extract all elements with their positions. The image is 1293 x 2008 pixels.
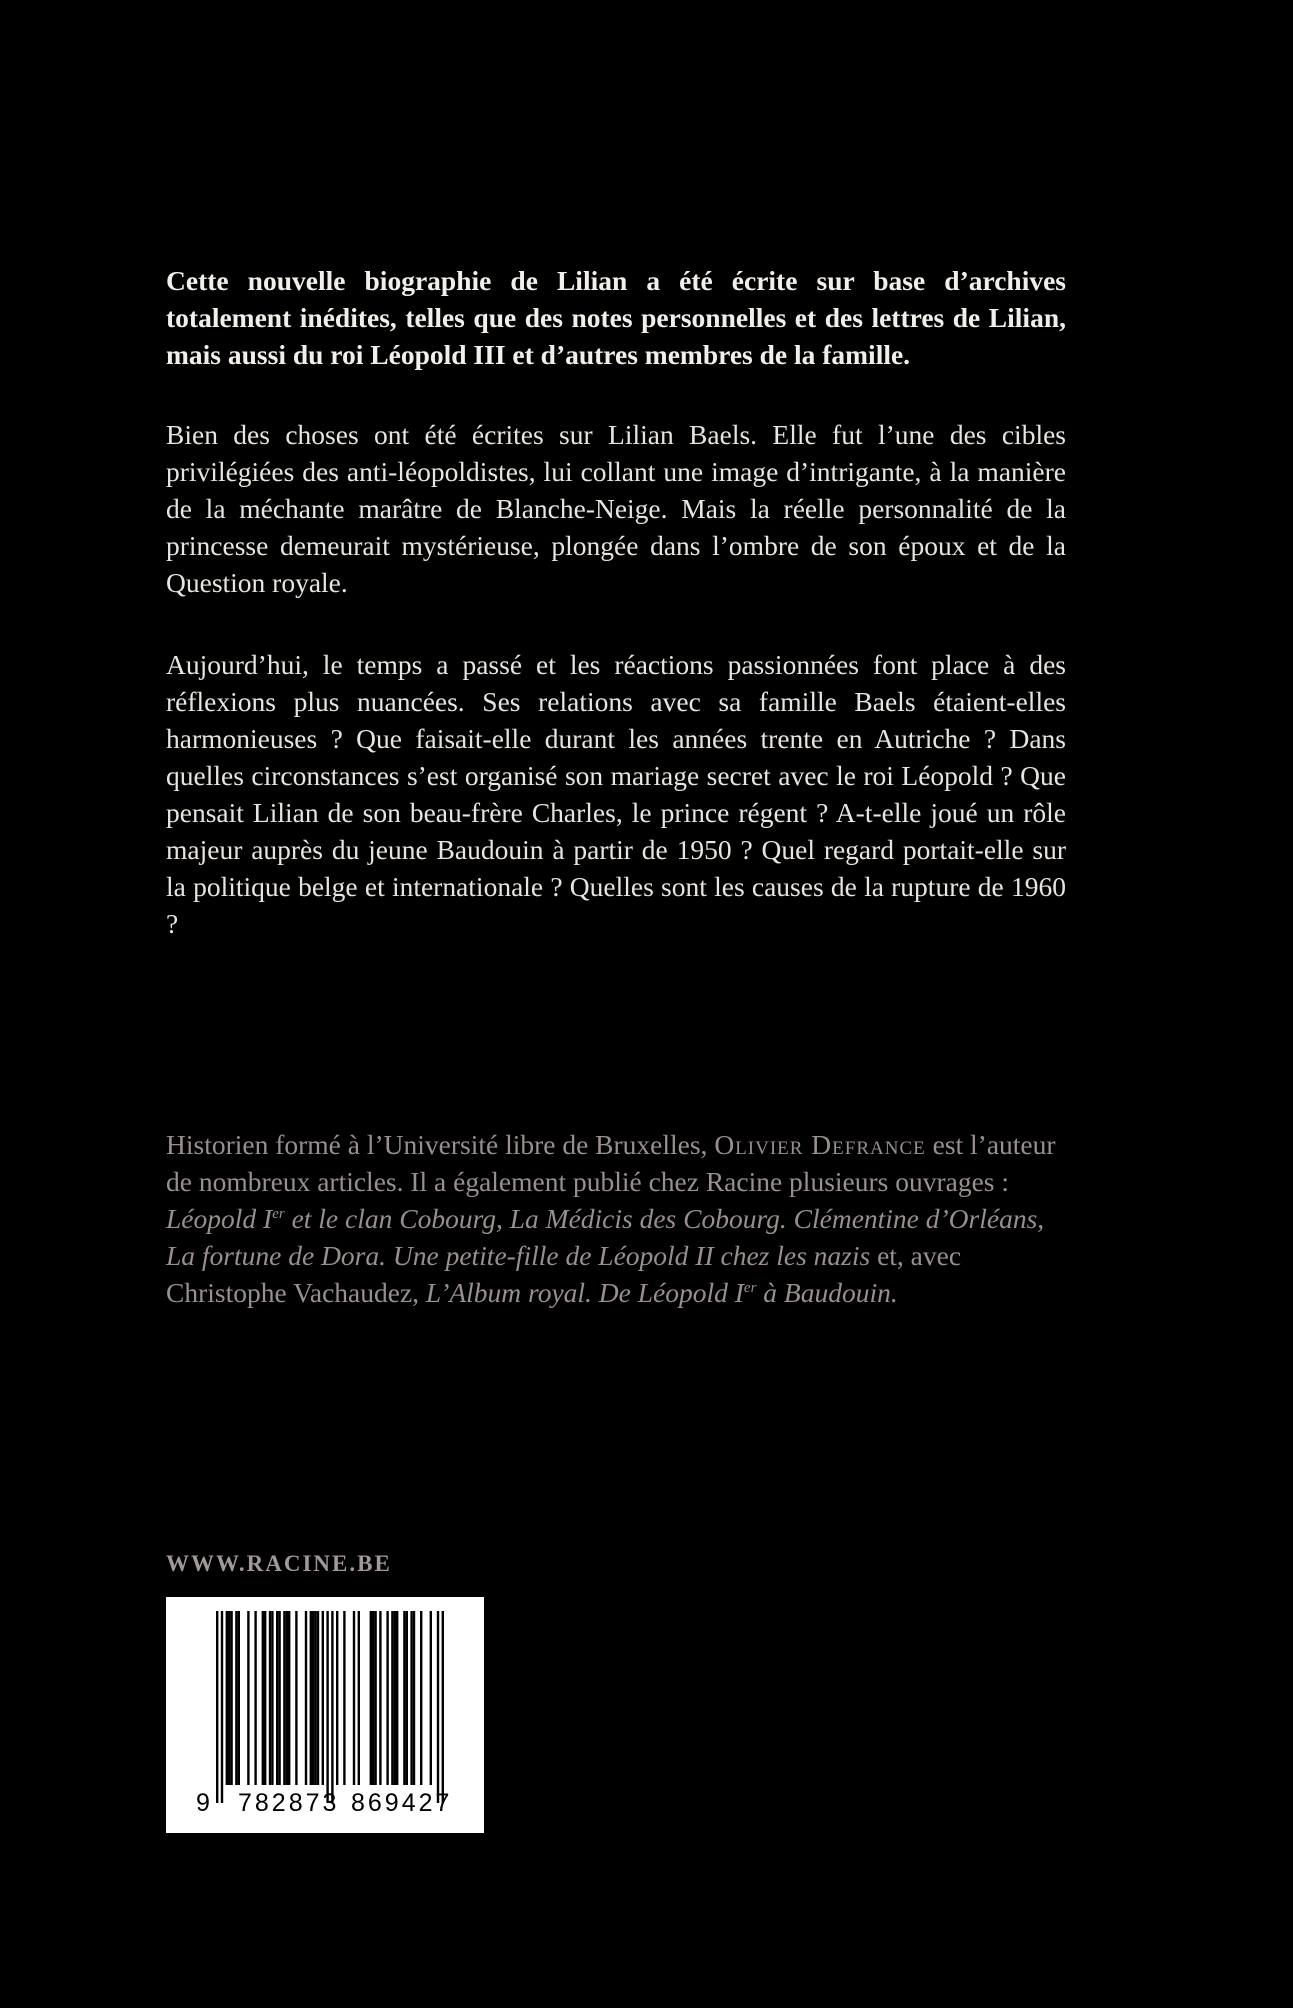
barcode-bar	[336, 1611, 338, 1785]
book-title-1b: et le clan Cobourg, La Médicis des Cobourg. Clémentine d’Orléans, La fortune de Dora. Une petite-fille de Léopold II chez les nazis	[166, 1203, 1045, 1271]
barcode-bar	[247, 1611, 249, 1785]
barcode-bar	[374, 1611, 376, 1785]
barcode-bar	[276, 1611, 278, 1785]
author-bio	[166, 1126, 1066, 1311]
book-title-1-sup: er	[272, 1206, 285, 1222]
paragraph-2-text: Aujourd’hui, le temps a passé et les réactions passionnées font place à des réflexions plus nuancées. Ses relations avec sa famille Baels étaient-elles harmonieuses ? Que faisait-elle durant les années trente en Autriche ? Dans quelles circonstances s’est organisé son mariage secret avec le roi Léopold ? Que pensait Lilian de son beau-frère Charles, le prince régent ? A-t-elle joué un rôle majeur auprès du jeune Baudouin à partir de 1950 ? Quel regard portait-elle sur la politique belge et internationale ? Quelles sont les causes de la rupture de 1960 ?	[166, 649, 1066, 939]
intro-paragraph	[166, 262, 1066, 373]
barcode-guard-bar	[331, 1611, 333, 1803]
barcode-bar	[283, 1611, 285, 1785]
description-paragraph-2	[166, 646, 1066, 942]
barcode-guard-bar	[221, 1611, 223, 1803]
barcode-guard-bar	[437, 1611, 439, 1803]
barcode-bar	[410, 1611, 412, 1785]
barcode-bar	[386, 1611, 388, 1785]
author-bio-lead: Historien formé à l’Université libre de Bruxelles,	[166, 1129, 715, 1160]
barcode-bar	[394, 1611, 396, 1785]
paragraph-1-text: Bien des choses ont été écrites sur Lilian Baels. Elle fut l’une des cibles privilégiées des anti-léopoldistes, lui collant une image d’intrigante, à la manière de la méchante marâtre de Blanche-Neige. Mais la réelle personnalité de la princesse demeurait mystérieuse, plongée dans l’ombre de son époux et de la Question royale.	[166, 419, 1066, 598]
barcode-bar	[278, 1611, 280, 1785]
barcode-bar	[317, 1611, 319, 1785]
barcode-bar	[226, 1611, 228, 1785]
author-bio-text-2: et, avec Christophe Vachaudez,	[166, 1240, 962, 1308]
barcode-bar	[238, 1611, 240, 1785]
barcode-guard-bar	[326, 1611, 328, 1803]
book-title-2a: L’Album royal. De Léopold I	[425, 1277, 744, 1308]
barcode-bar	[391, 1611, 393, 1785]
barcode-bar	[286, 1611, 288, 1785]
barcode-bar	[305, 1611, 307, 1785]
barcode-bar	[372, 1611, 374, 1785]
book-title-2b: à Baudouin.	[756, 1277, 898, 1308]
publisher-website: WWW.RACINE.BE	[166, 1551, 392, 1576]
barcode-bar	[353, 1611, 355, 1785]
intro-text: Cette nouvelle biographie de Lilian a été écrite sur base d’archives totalement inédites, telles que des notes personnelles et des lettres de Lilian, mais aussi du roi Léopold III et d’autres membres de la famille.	[166, 265, 1066, 370]
barcode-bar	[396, 1611, 398, 1785]
isbn-barcode	[166, 1597, 484, 1833]
barcode-bar	[230, 1611, 232, 1785]
book-title-1a: Léopold I	[166, 1203, 273, 1234]
barcode-bar	[310, 1611, 312, 1785]
barcode-bar	[269, 1611, 271, 1785]
barcode-bar	[358, 1611, 360, 1785]
barcode-guard-bar	[442, 1611, 444, 1803]
barcode-bar	[312, 1611, 314, 1785]
description-paragraph-1	[166, 416, 1066, 601]
barcode-bar	[264, 1611, 266, 1785]
barcode-guard-bar	[216, 1611, 218, 1803]
barcode-bar	[379, 1611, 381, 1785]
barcode-bar	[262, 1611, 264, 1785]
barcode-left-group: 782873	[238, 1789, 340, 1817]
barcode-bar	[420, 1611, 422, 1785]
barcode-bar	[343, 1611, 345, 1785]
barcode-bar	[235, 1611, 237, 1785]
barcode-first-digit: 9	[196, 1789, 211, 1817]
barcode-right-group: 869427	[351, 1789, 453, 1817]
barcode-bar	[322, 1611, 324, 1785]
barcode-bar	[403, 1611, 405, 1785]
barcode-bar	[406, 1611, 408, 1785]
barcode-bar	[288, 1611, 290, 1785]
barcode-bar	[314, 1611, 316, 1785]
author-name: Olivier Defrance	[714, 1129, 926, 1160]
barcode-bar	[413, 1611, 415, 1785]
barcode-bar	[370, 1611, 372, 1785]
barcode-bar	[430, 1611, 432, 1785]
author-bio-text-1: est l’auteur de nombreux articles. Il a également publié chez Racine plusieurs ouvrages :	[166, 1129, 1056, 1197]
barcode-bar	[271, 1611, 273, 1785]
barcode-bar	[254, 1611, 256, 1785]
barcode-bar	[228, 1611, 230, 1785]
book-title-2-sup: er	[743, 1280, 757, 1296]
barcode-bar	[295, 1611, 297, 1785]
